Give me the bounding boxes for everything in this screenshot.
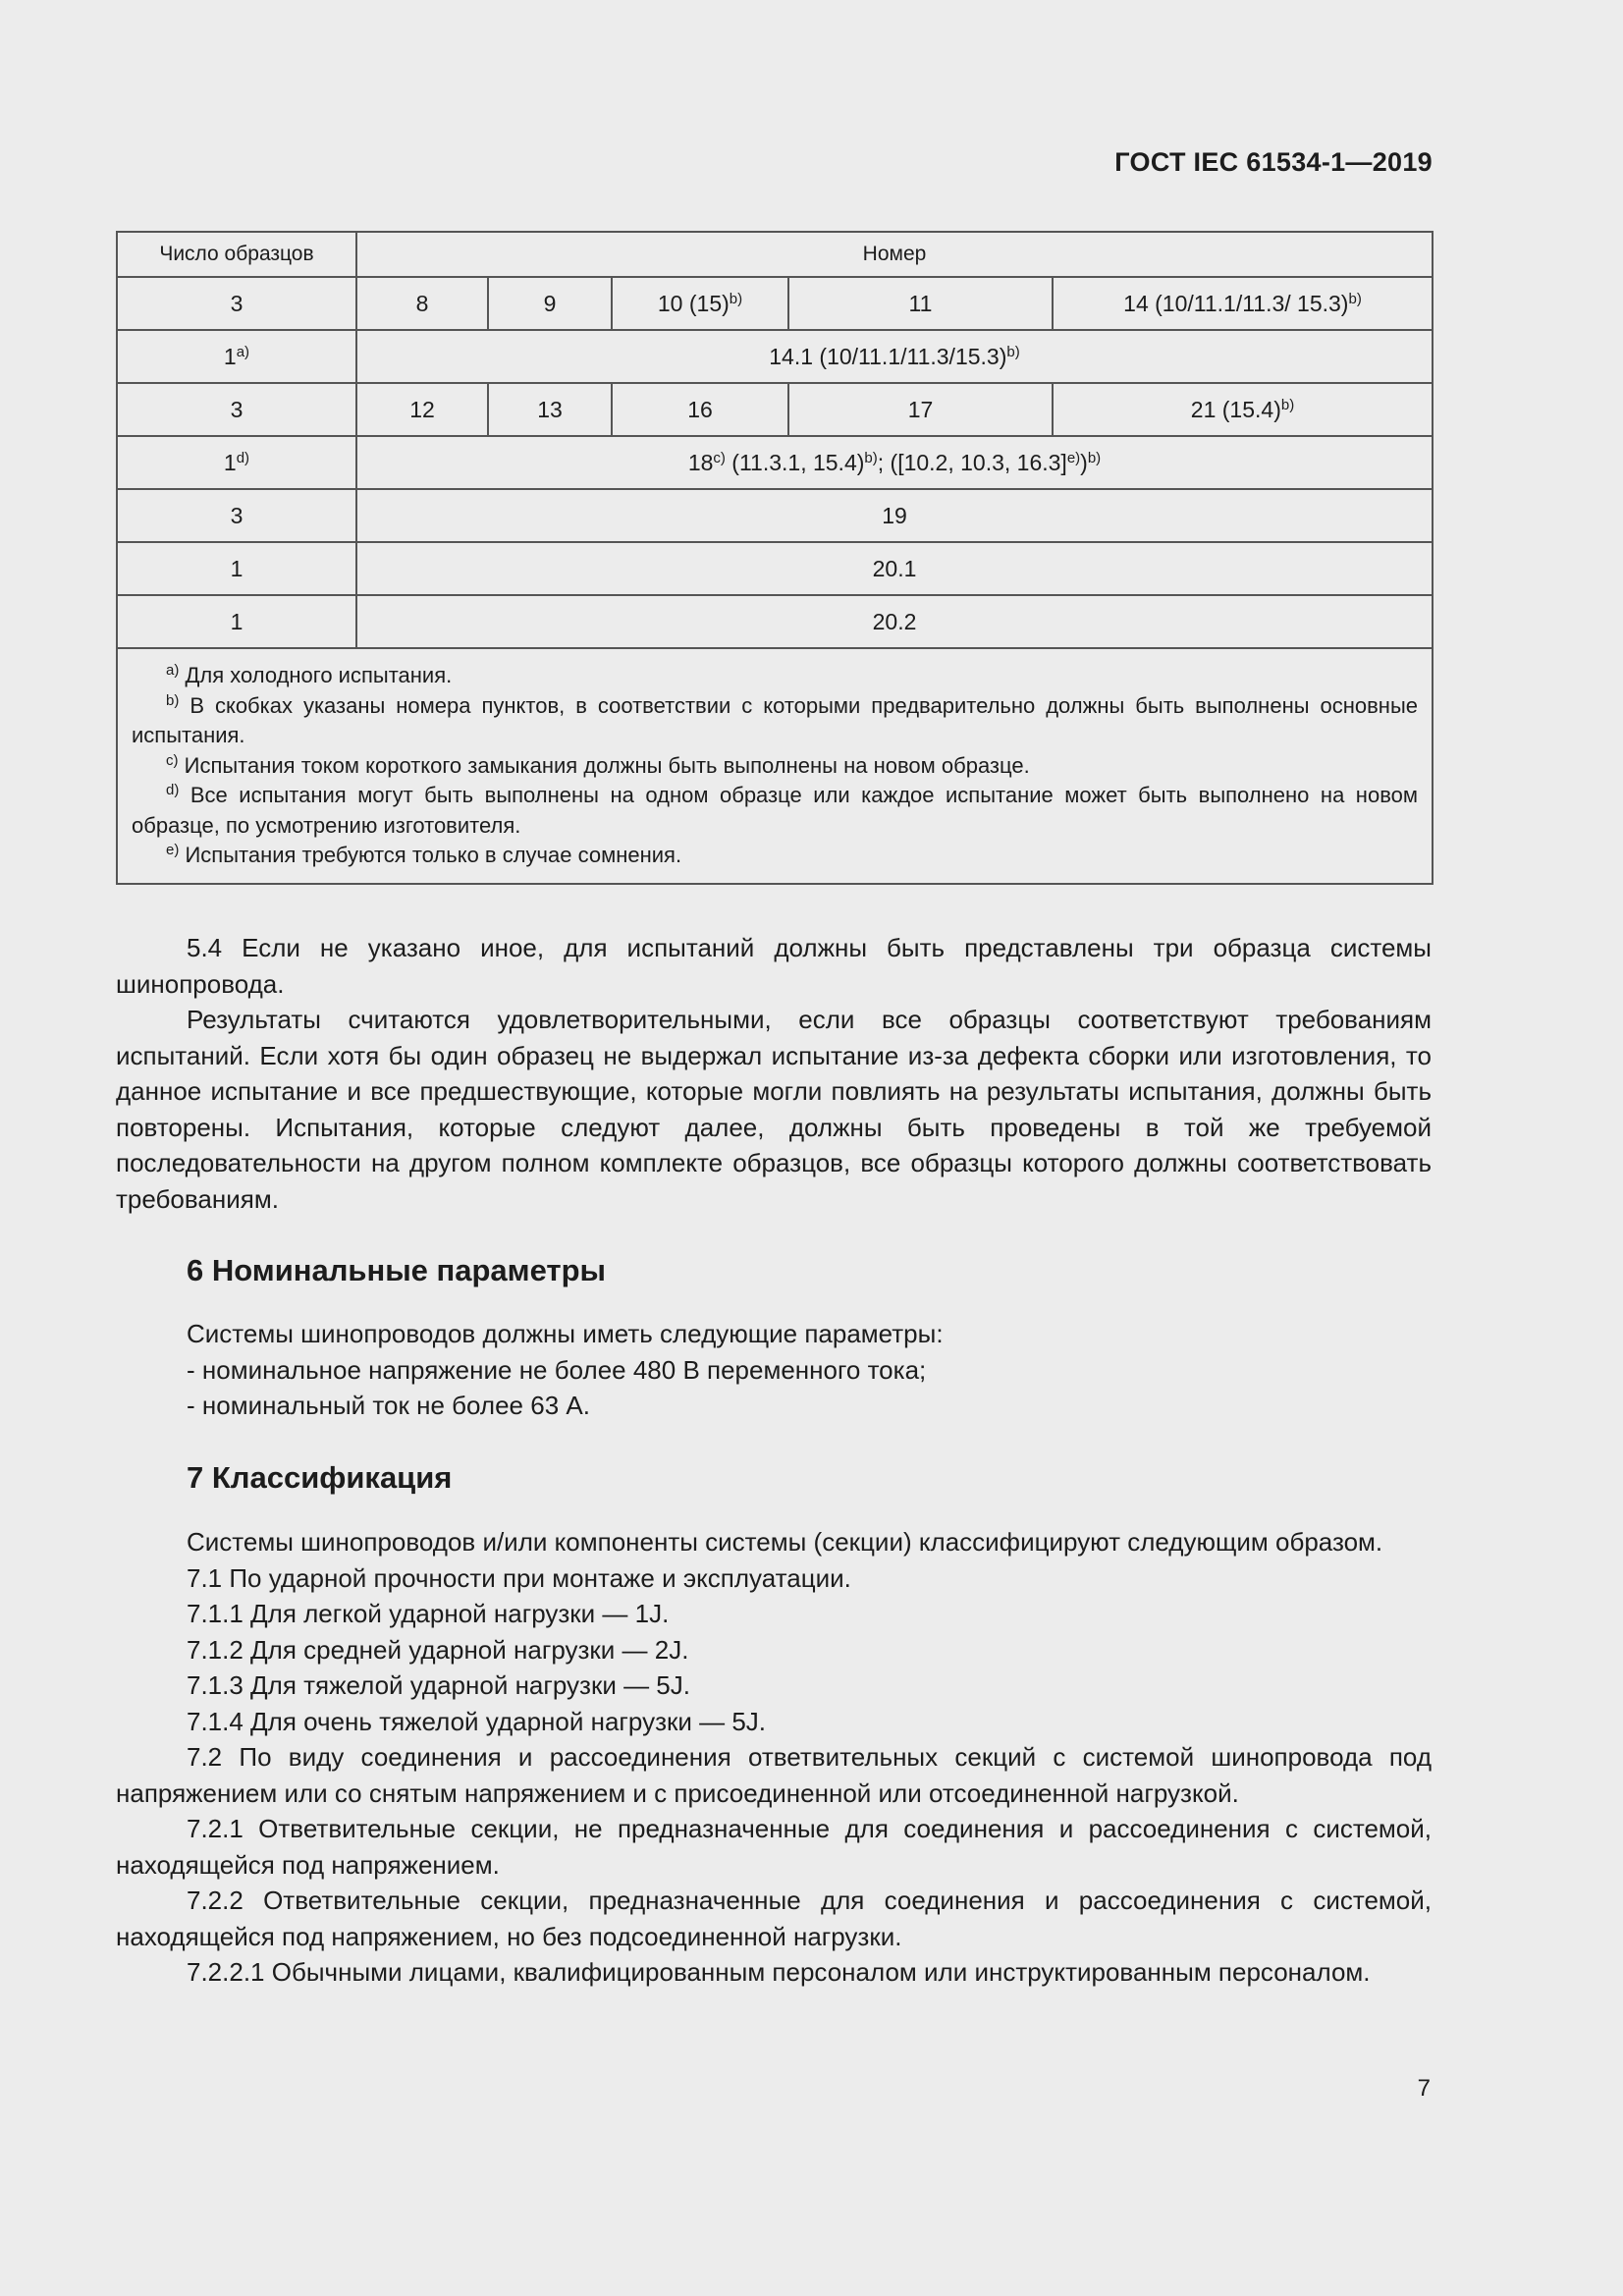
test-sequence-table xyxy=(116,231,1434,885)
paragraph: 7.2.1 Ответвительные секции, не предназначенные для соединения и рассоединения с системой, находящейся под напряжением. xyxy=(116,1814,1432,1880)
number-cell: 16 xyxy=(612,383,788,436)
number-cell: 14 (10/11.1/11.3/ 15.3)$^{b)}$ xyxy=(1053,277,1433,330)
samples-cell: 1 xyxy=(117,542,356,595)
number-cell: 17 xyxy=(788,383,1053,436)
section-7-body xyxy=(116,1524,1432,1991)
paragraph: 7.1 По ударной прочности при монтаже и эксплуатации. xyxy=(187,1562,851,1593)
table-notes-row xyxy=(117,648,1433,884)
header-samples: Число образцов xyxy=(117,232,356,277)
table-notes xyxy=(117,648,1433,884)
table-row xyxy=(117,436,1433,489)
samples-cell: 3 xyxy=(117,277,356,330)
list-item: - номинальный ток не более 63 А. xyxy=(187,1391,590,1420)
paragraph: 5.4 Если не указано иное, для испытаний должны быть представлены три образца системы шинопровода. xyxy=(116,933,1432,999)
number-cell: 20.1 xyxy=(356,542,1433,595)
paragraph: 7.2.2 Ответвительные секции, предназначенные для соединения и рассоединения с системой, находящейся под напряжением, но без подсоединенной нагрузки. xyxy=(116,1886,1432,1951)
samples-cell: 1$^{d)}$ xyxy=(117,436,356,489)
paragraph: 7.1.4 Для очень тяжелой ударной нагрузки — 5J. xyxy=(187,1706,767,1736)
section-6-body xyxy=(116,1316,1432,1424)
table-row xyxy=(117,595,1433,648)
paragraph: 7.1.1 Для легкой ударной нагрузки — 1J. xyxy=(187,1599,670,1628)
number-cell: 14.1 $(10/11.1/11.3/15.3)^{b)}$ xyxy=(356,330,1433,383)
number-cell: 21 $(15.4)^{b)}$ xyxy=(1053,383,1433,436)
section-6-heading: 6 Номинальные параметры xyxy=(187,1253,607,1287)
document-code: ГОСТ IEC 61534-1—2019 xyxy=(1114,147,1433,177)
samples-cell: 1$^{a)}$ xyxy=(117,330,356,383)
section-5-4 xyxy=(116,930,1432,1217)
paragraph: Системы шинопроводов должны иметь следующие параметры: xyxy=(187,1319,944,1348)
header-number: Номер xyxy=(356,232,1433,277)
number-cell: 10 $(15)^{b)}$ xyxy=(612,277,788,330)
number-cell: 8 xyxy=(356,277,488,330)
number-cell: 19 xyxy=(356,489,1433,542)
paragraph: 7.2 По виду соединения и рассоединения ответвительных секций с системой шинопровода под напряжением или со снятым напряжением и с присоединенной или отсоединенной нагрузкой. xyxy=(116,1742,1432,1808)
page-number: 7 xyxy=(1417,2075,1431,2102)
footnote-b: $^{b)}$ В скобках указаны номера пунктов, в соответствии с которыми предварительно должны быть выполнены основные испытания. xyxy=(132,691,1418,747)
footnote-d: $^{d)}$ Все испытания могут быть выполнены на одном образце или каждое испытание может быть выполнено на новом образце, по усмотрению изготовителя. xyxy=(132,782,1418,838)
table-row xyxy=(117,330,1433,383)
footnote-e: $^{e)}$ Испытания требуются только в случае сомнения. xyxy=(166,842,682,867)
table-row xyxy=(117,489,1433,542)
number-cell: 12 xyxy=(356,383,488,436)
paragraph: Системы шинопроводов и/или компоненты системы (секции) классифицируют следующим образом. xyxy=(187,1527,1383,1557)
number-cell: 20.2 xyxy=(356,595,1433,648)
samples-cell: 3 xyxy=(117,489,356,542)
number-cell: 11 xyxy=(788,277,1053,330)
number-cell: 13 xyxy=(488,383,612,436)
list-item: - номинальное напряжение не более 480 В переменного тока; xyxy=(187,1354,927,1385)
table-row xyxy=(117,383,1433,436)
paragraph: 7.2.2.1 Обычными лицами, квалифицированным персоналом или инструктированным персоналом. xyxy=(187,1957,1371,1987)
table-header-row xyxy=(117,232,1433,277)
paragraph: 7.1.2 Для средней ударной нагрузки — 2J. xyxy=(187,1634,689,1665)
number-cell: 18$^{c)}$ (11.3.1, 15.4)$^{b)}$; ([10.2, 10.3, 16.3]$^{e)}$)$^{b)}$ xyxy=(356,436,1433,489)
samples-cell: 1 xyxy=(117,595,356,648)
number-cell: 9 xyxy=(488,277,612,330)
footnote-c: $^{c)}$ Испытания током короткого замыкания должны быть выполнены на новом образце. xyxy=(166,751,1030,778)
paragraph: 7.1.3 Для тяжелой ударной нагрузки — 5J. xyxy=(187,1670,690,1700)
paragraph: Результаты считаются удовлетворительными, если все образцы соответствуют требованиям испытаний. Если хотя бы один образец не выдержал испытание из-за дефекта сборки или изготовления, то данное испытание и все предшествующие, которые могли повлиять на результаты испытания, должны быть повторены. Испытания, которые следуют далее, должны быть проведены в той же требуемой последовательности на другом полном комплекте образцов, все образцы которого должны соответствовать требованиям. xyxy=(116,1005,1432,1214)
samples-cell: 3 xyxy=(117,383,356,436)
section-7-heading: 7 Классификация xyxy=(187,1460,453,1495)
footnote-a: $^{a)}$ Для холодного испытания. xyxy=(166,662,453,687)
table-row xyxy=(117,277,1433,330)
table-row xyxy=(117,542,1433,595)
